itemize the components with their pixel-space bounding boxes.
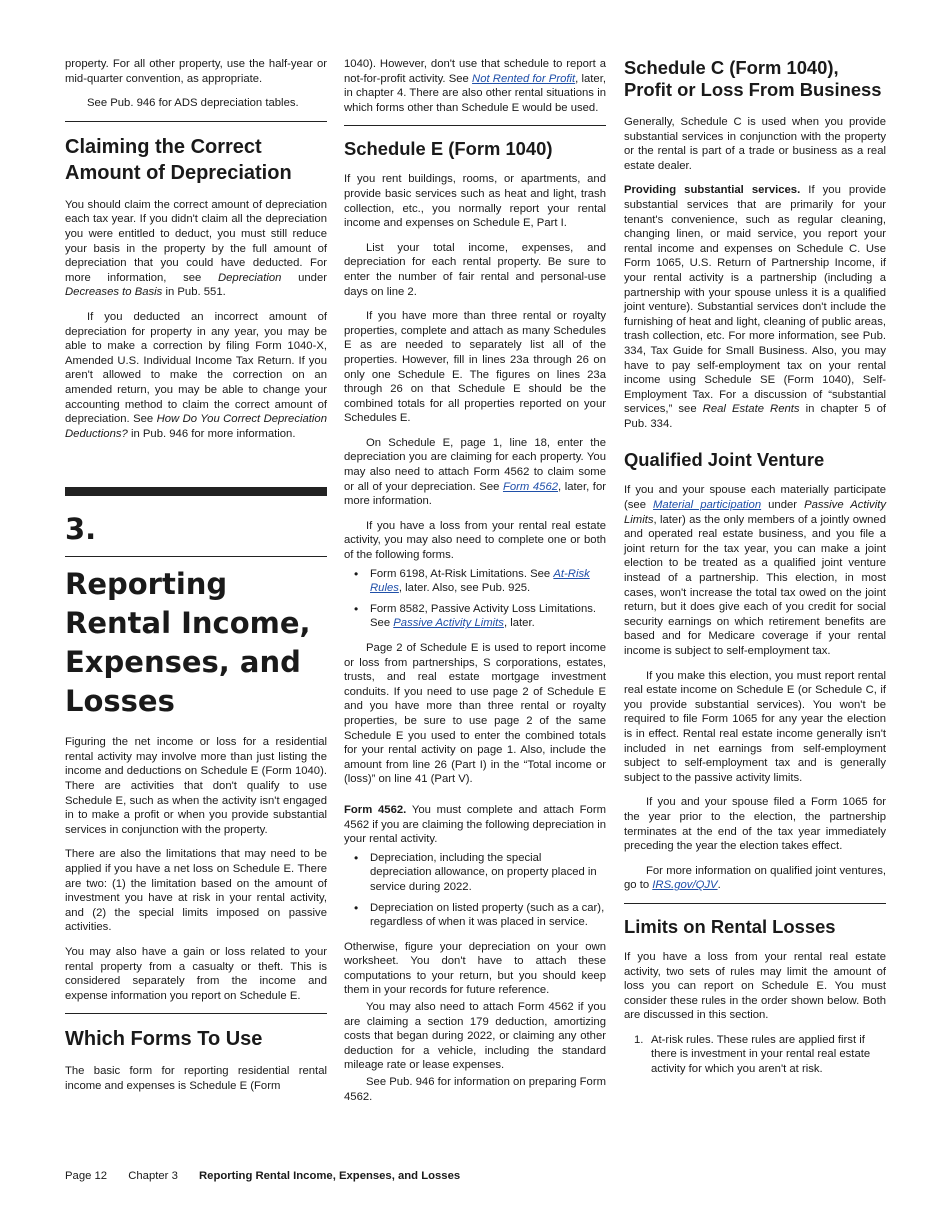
list-item: 1. At-risk rules. These rules are applied first if there is investment in your rental real estate activity for which you aren't at risk.	[634, 1033, 871, 1076]
paragraph-figuring-net: Figuring the net income or loss for a residential rental activity may involve more than just listing the income and deductions on Schedule E (Form 1040). There are activities that don't qualify to use Schedule E, such as when the activity isn't engaged in to make a profit or when you provide substantial services in conjunction with the property.	[65, 736, 327, 836]
paragraph-schedule-c-general: Generally, Schedule C is used when you provide substantial services in conjunction with the property or the rental is part of a trade or business as a real estate dealer.	[624, 116, 886, 172]
paragraph-see-pub-946: See Pub. 946 for information on preparing Form 4562.	[344, 1076, 606, 1103]
section-divider	[344, 125, 606, 126]
paragraph-convention: property. For all other property, use the half-year or mid-quarter convention, as appropriate.	[65, 58, 327, 85]
list-item: • Form 6198, At-Risk Limitations. See At-Risk Rules, later. Also, see Pub. 925.	[344, 567, 606, 596]
column-right	[624, 57, 886, 1077]
paragraph-incorrect-amount: If you deducted an incorrect amount of depreciation for property in any year, you may be able to make a correction by filing Form 1040-X, Amended U.S. Individual Income Tax Return. If you aren't allowed to make the correction on an amended return, you may be able to change your accounting method to claim the correct amount of depreciation. See How Do You Correct Depreciation Deductions? in Pub. 946 for more information.	[65, 310, 327, 440]
heading-which-forms: Which Forms To Use	[65, 1028, 263, 1051]
paragraph-substantial-services: Providing substantial services. If you provide substantial services that are primarily for your tenant's convenience, such as regular cleaning, changing linen, or maid service, you report your rental income and expenses on Schedule C. Use Form 1065, U.S. Return of Partnership Income, if your rental activity is a partnership (including a partnership with your spouse unless it is a qualified joint venture). Substantial services don't include the furnishing of heat and light, cleaning of public areas, trash collection, etc. For more information, see Pub. 334, Tax Guide for Small Business. Also, you may have to pay self-employment tax on your rental income using Schedule SE (Form 1040), Self-Employment Tax. For a discussion of “substantial services,” see Real Estate Rents in chapter 5 of Pub. 334.	[624, 184, 886, 430]
section-divider	[65, 121, 327, 122]
paragraph-qjv-participate: If you and your spouse each materially participate (see Material participation under Passive Activity Limits, later) as the only members of a jointly owned and operated real estate business, and you file a joint return for the tax year, you can make a joint election to be treated as a qualified joint venture instead of a partnership. This election, in most cases, won't increase the total tax owed on the joint return, but it does give each of you credit for social security earnings on which retirement benefits are based and for Medicare coverage if your rental income is subject to self-employment tax.	[624, 484, 886, 657]
paragraph-list-income: List your total income, expenses, and depreciation for each rental property. Be sure to enter the number of fair rental and personal-use days on line 2.	[344, 241, 606, 298]
rules-numbered-list	[624, 1033, 886, 1077]
heading-schedule-c: Schedule C (Form 1040), Profit or Loss From Business	[624, 57, 882, 100]
forms-bullet-list	[344, 567, 606, 631]
paragraph-limitations: There are also the limitations that may need to be applied if you have a net loss on Schedule E. There are two: (1) the limitation based on the amount of investment you have at risk in your rental activity, and (2) the special limits imposed on passive activities.	[65, 848, 327, 934]
paragraph-own-worksheet: Otherwise, figure your depreciation on your own worksheet. You don't have to attach these computations to your return, but you should keep them in your records for future reference.	[344, 940, 606, 997]
list-item: • Form 8582, Passive Activity Loss Limitations. See Passive Activity Limits, later.	[344, 602, 606, 631]
paragraph-loss-forms: If you have a loss from your rental real estate activity, you may also need to complete one or both of the following forms.	[344, 519, 606, 562]
chapter-number: 3.	[65, 512, 97, 547]
paragraph-line-18: On Schedule E, page 1, line 18, enter the depreciation you are claiming for each property. You may also need to attach Form 4562 to claim some or all of your depreciation. See Form 4562, later, for more information.	[344, 436, 606, 508]
heading-qualified-joint-venture: Qualified Joint Venture	[624, 449, 825, 471]
column-middle	[344, 57, 606, 1114]
heading-claiming-depreciation: Claiming the Correct Amount of Depreciation	[65, 135, 292, 184]
paragraph-claim-correct: You should claim the correct amount of depreciation each tax year. If you didn't claim all the depreciation you were entitled to deduct, you must still reduce your basis in the property by the full amount of depreciation that you could have deducted. For more information, see Depreciation under Decreases to Basis in Pub. 551.	[65, 198, 327, 299]
list-item: • Depreciation on listed property (such as a car), regardless of when it was placed in service.	[344, 901, 606, 930]
link-material-participation[interactable]: Material participation	[653, 499, 762, 512]
link-passive-activity-limits[interactable]: Passive Activity Limits	[393, 617, 504, 630]
paragraph-not-for-profit: 1040). However, don't use that schedule to report a not-for-profit activity. See Not Rented for Profit, later, in chapter 4. There are also other rental situations in which forms other than Schedule E would be used.	[344, 58, 606, 114]
link-form-4562[interactable]: Form 4562	[502, 480, 559, 493]
paragraph-qjv-election: If you make this election, you must report rental real estate income on Schedule E (or Schedule C, if you provide substantial services). You won't be required to file Form 1065 for any year the election is in effect. Rental real estate income generally isn't included in net earnings from self-employment subject to self-employment tax and is generally subject to the passive activity limits.	[624, 669, 886, 784]
chapter-rule	[65, 487, 327, 496]
link-not-rented-for-profit[interactable]: Not Rented for Profit	[472, 72, 576, 85]
section-divider	[65, 1013, 327, 1014]
paragraph-casualty: You may also have a gain or loss related to your rental property from a casualty or theft. This is considered separately from the income and expense information you report on Schedule E.	[65, 946, 327, 1002]
list-item: • Depreciation, including the special depreciation allowance, on property placed in service during 2022.	[344, 851, 606, 895]
footer-page-number: Page 12	[65, 1170, 108, 1182]
link-at-risk-rules[interactable]: At-Risk Rules	[370, 567, 590, 595]
paragraph-limits-intro: If you have a loss from your rental real estate activity, two sets of rules may limit the amount of loss you can report on Schedule E. You must consider these rules in the order shown below. Both are discussed in this section.	[624, 950, 886, 1022]
paragraph-qjv-form-1065: If you and your spouse filed a Form 1065 for the year prior to the election, the partnership terminates at the end of the tax year immediately preceding the year the election takes effect.	[624, 796, 886, 853]
paragraph-section-179: You may also need to attach Form 4562 if you are claiming a section 179 deduction, amortizing costs that began during 2022, or claiming any other deduction for a vehicle, including the standard mileage rate or lease expenses.	[344, 1001, 606, 1072]
paragraph-form-4562: Form 4562. You must complete and attach Form 4562 if you are claiming the following depreciation in your rental activity.	[344, 803, 606, 846]
page-footer	[65, 1170, 460, 1182]
footer-chapter-title: Reporting Rental Income, Expenses, and Losses	[199, 1170, 461, 1182]
paragraph-qjv-more-info: For more information on qualified joint ventures, go to IRS.gov/QJV.	[624, 864, 886, 892]
paragraph-schedule-e-basic: If you rent buildings, rooms, or apartments, and provide basic services such as heat and light, trash collection, etc., you normally report your rental income and expenses on Schedule E, Part I.	[344, 173, 606, 230]
chapter-title: Reporting Rental Income, Expenses, and Losses	[65, 567, 311, 719]
footer-chapter: Chapter 3	[128, 1170, 178, 1182]
link-irs-qjv[interactable]: IRS.gov/QJV	[652, 879, 718, 892]
paragraph-more-than-three: If you have more than three rental or royalty properties, complete and attach as many Schedules E as are needed to separately list all of the properties. However, fill in lines 23a through 26 on only one Schedule E. The figures on lines 23a through 26 on that Schedule E should be the combined totals for all properties reported on your Schedules E.	[344, 310, 606, 425]
chapter-number-divider	[65, 556, 327, 557]
section-divider	[624, 903, 886, 904]
paragraph-page-2: Page 2 of Schedule E is used to report income or loss from partnerships, S corporations, estates, trusts, and real estate mortgage investment conduits. If you need to use page 2 of Schedule E and you have more than three rental or royalty properties, be sure to use page 2 of the same Schedule E you used to enter the combined totals for your rental activity on page 1. Also, include the amount from line 26 (Part I) in the “Total income or (loss)” on line 41 (Part V).	[344, 642, 606, 786]
depreciation-bullet-list	[344, 851, 606, 930]
heading-limits-rental-losses: Limits on Rental Losses	[624, 915, 836, 937]
column-left	[65, 57, 327, 1104]
paragraph-basic-form: The basic form for reporting residential rental income and expenses is Schedule E (Form	[65, 1065, 327, 1092]
heading-schedule-e: Schedule E (Form 1040)	[344, 138, 553, 160]
paragraph-ads-tables: See Pub. 946 for ADS depreciation tables.	[87, 97, 299, 110]
